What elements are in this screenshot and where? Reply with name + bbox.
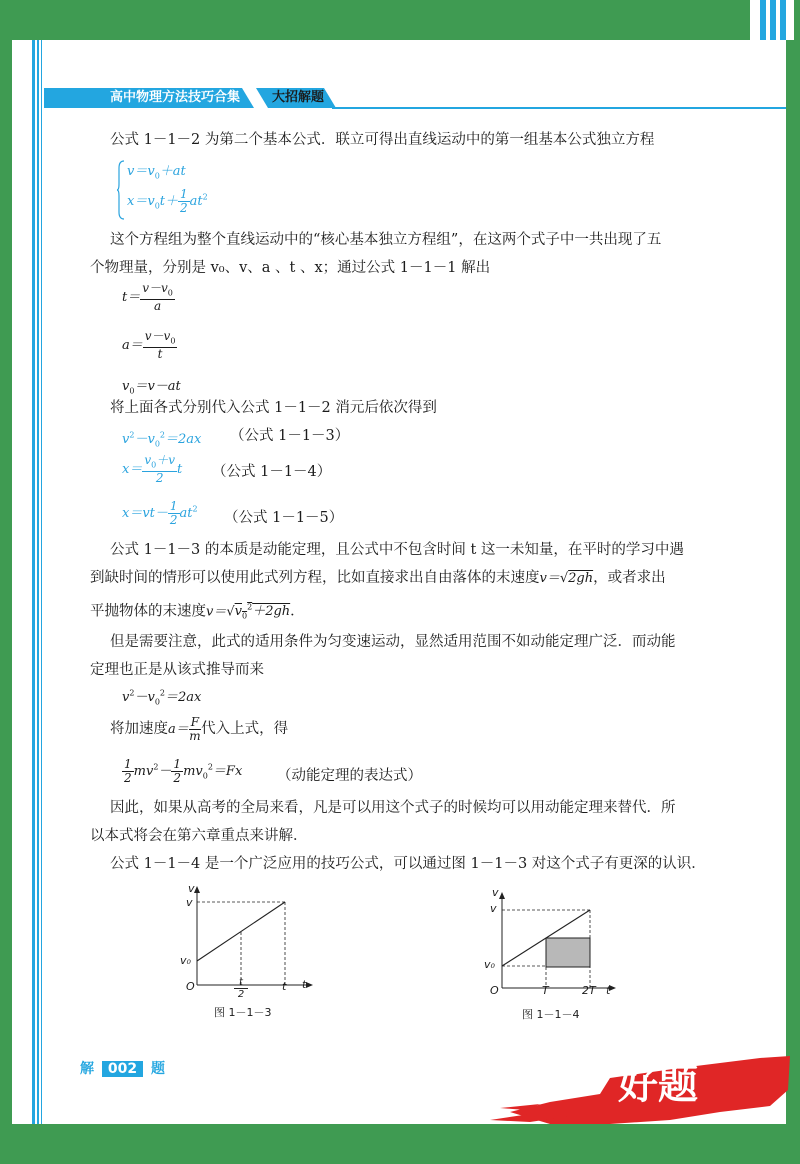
tab-stripe <box>760 0 766 40</box>
equation-displacement: $x=v_0t+$ $\frac{1}{2}$ $at^2$ <box>127 187 208 215</box>
book-title: 高中物理方法技巧合集 <box>110 90 241 105</box>
left-stripe <box>37 40 39 1124</box>
equation-a: a＝ $\frac{v-v_0}{t}$ <box>122 329 176 362</box>
paragraph-text: 平抛物体的末速度 <box>90 603 206 620</box>
tab-stripe <box>770 0 776 40</box>
half-t-label <box>234 977 248 1000</box>
paragraph-text: ，或者求出 <box>593 570 666 586</box>
equation-brace <box>117 160 125 220</box>
t-tick-label: t <box>282 980 287 993</box>
y-axis-label: v <box>492 886 499 899</box>
header-rule <box>332 107 786 109</box>
header <box>44 88 344 108</box>
half-t-numerator: t <box>234 977 248 989</box>
paragraph: 将上面各式分别代入公式 1－1－2 消元后依次得到 <box>110 400 437 416</box>
x-axis-label: t <box>606 984 611 997</box>
good-question-stamp <box>490 1050 800 1130</box>
equation-free-fall: v＝√2gh <box>539 571 594 586</box>
formula-1-1-5: x＝vt－ $\frac{1}{2}$ $at^2$ <box>122 499 198 527</box>
paragraph: 公式 1－1－4 是一个广泛应用的技巧公式，可以通过图 1－1－3 对这个式子有更深的认识． <box>110 856 706 872</box>
T-tick-label: T <box>542 984 549 997</box>
v-tick-label: v <box>490 902 497 915</box>
y-axis-label: v <box>188 882 195 895</box>
formula-label: （公式 1－1－4） <box>212 464 332 480</box>
stamp-text: 好题 <box>618 1062 698 1108</box>
page-number <box>80 1058 165 1080</box>
paragraph: 因此，如果从高考的全局来看，凡是可以用这个式子的时候均可以用动能定理来替代．所 <box>110 800 676 816</box>
formula-label: （公式 1－1－3） <box>230 428 350 444</box>
left-stripe <box>32 40 35 1124</box>
figure-caption: 图 1－1－4 <box>522 1008 580 1021</box>
top-tab <box>750 0 794 40</box>
2T-tick-label: 2T <box>582 984 596 997</box>
half-t-denominator: 2 <box>237 989 245 1000</box>
left-stripe <box>41 40 42 1124</box>
x-axis-arrow <box>306 982 313 988</box>
footer-right-char: 题 <box>150 1061 165 1077</box>
formula-label: （动能定理的表达式） <box>277 768 422 784</box>
paragraph-line <box>110 716 288 743</box>
origin-label: O <box>490 984 499 997</box>
paragraph: 但是需要注意，此式的适用条件为匀变速运动，显然适用范围不如动能定理广泛．而动能 <box>110 634 676 650</box>
formula-label: （公式 1－1－5） <box>224 510 344 526</box>
equation-acceleration: a＝ $\frac{F}{m}$ <box>168 715 201 743</box>
equation-repeat: $v^2-v_0^2=2ax$ <box>122 688 202 707</box>
paragraph: 以本式将会在第六章重点来讲解． <box>90 828 308 844</box>
paragraph-text: 代入上式，得 <box>201 721 289 737</box>
x-axis-label: t <box>302 978 307 991</box>
paragraph-line: 平抛物体的末速度$v=√v_0^2+2gh$． <box>90 603 305 621</box>
paragraph: 这个方程组为整个直线运动中的“核心基本独立方程组”，在这两个式子中一共出现了五 <box>110 232 662 248</box>
formula-1-1-3: $v^2-v_0^2=2ax$ <box>122 430 202 449</box>
equation-v0: $v_0=v-at$ <box>122 379 181 396</box>
equation-kinetic: $\frac{1}{2}$ $mv^2-$ $\frac{1}{2}$ $mv_0^2=Fx$ <box>124 757 243 785</box>
page-number-value: 002 <box>102 1061 143 1077</box>
v0-tick-label: v₀ <box>180 954 191 967</box>
page <box>12 40 786 1124</box>
formula-1-1-4: x＝ $\frac{v_0+v}{2}$ t <box>122 453 183 486</box>
tab-stripe <box>780 0 786 40</box>
v0-tick-label: v₀ <box>484 958 495 971</box>
v-tick-label: v <box>186 896 193 909</box>
equation-t: t＝ $\frac{v-v_0}{a}$ <box>122 281 173 314</box>
y-axis-arrow <box>499 892 505 899</box>
paragraph: 公式 1－1－2 为第二个基本公式．联立可得出直线运动中的第一组基本公式独立方程 <box>110 132 655 148</box>
paragraph-text: 到缺时间的情形可以使用此式列方程，比如直接求出自由落体的末速度 <box>90 570 540 586</box>
paragraph: 公式 1－1－3 的本质是动能定理，且公式中不包含时间 t 这一未知量，在平时的学习中遇 <box>110 542 684 558</box>
equation-velocity: $v=v_0+at$ <box>127 164 186 181</box>
figure-1-1-4 <box>482 888 622 998</box>
figure-caption: 图 1－1－3 <box>214 1006 272 1019</box>
paragraph-text: 将加速度 <box>110 721 168 737</box>
origin-label: O <box>186 980 195 993</box>
shaded-area <box>546 938 590 967</box>
footer-left-char: 解 <box>80 1061 94 1077</box>
section-title: 大招解题 <box>272 90 325 105</box>
paragraph-line <box>90 568 666 589</box>
equation-projectile: $v=√v_0^2+2gh$ <box>206 603 291 621</box>
paragraph: 定理也正是从该式推导而来 <box>90 662 264 678</box>
paragraph: 个物理量，分别是 v₀、v、a 、t 、x；通过公式 1－1－1 解出 <box>90 260 491 276</box>
